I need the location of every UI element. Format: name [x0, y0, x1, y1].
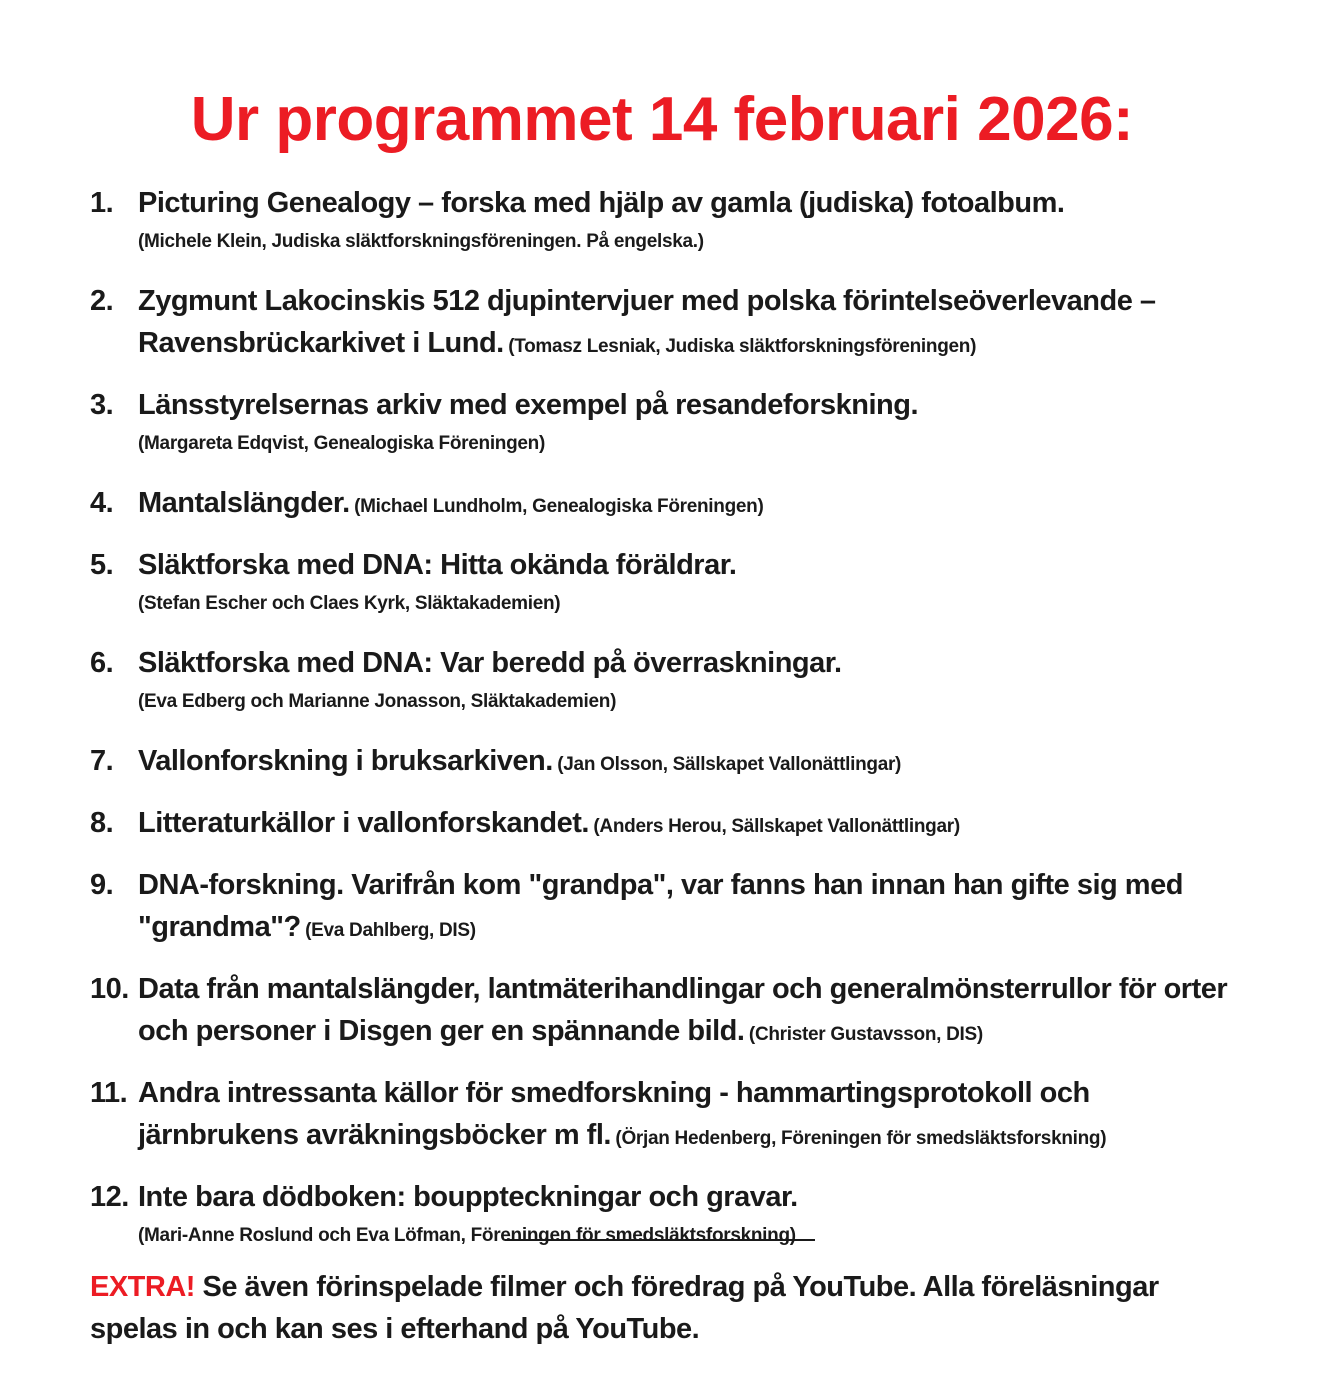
item-number: 4.	[90, 487, 114, 519]
extra-label: EXTRA!	[90, 1271, 195, 1303]
item-number: 3.	[90, 389, 114, 421]
item-title: Zygmunt Lakocinskis 512 djupintervjuer med polska förintelseöverlevande – Ravensbrückarkivet i Lund.	[138, 285, 1156, 359]
item-title: Inte bara dödboken: bouppteckningar och gravar.	[138, 1181, 798, 1213]
item-speaker: (Jan Olsson, Sällskapet Vallonättlingar)	[557, 754, 902, 775]
item-number: 1.	[90, 187, 114, 219]
program-item-3	[90, 384, 1250, 462]
program-item-2	[90, 280, 1250, 364]
item-number: 8.	[90, 807, 114, 839]
item-speaker: (Eva Edberg och Marianne Jonasson, Släktakademien)	[138, 691, 617, 712]
item-title: Mantalslängder.	[138, 487, 350, 519]
program-item-5	[90, 544, 1250, 622]
item-title: Släktforska med DNA: Hitta okända föräldrar.	[138, 549, 737, 581]
item-number: 6.	[90, 647, 114, 679]
item-number: 11.	[90, 1077, 128, 1109]
item-speaker: (Margareta Edqvist, Genealogiska Föreningen)	[138, 433, 546, 454]
item-title: Picturing Genealogy – forska med hjälp av gamla (judiska) fotoalbum.	[138, 187, 1065, 219]
item-speaker: (Örjan Hedenberg, Föreningen för smedsläktsforskning)	[615, 1128, 1107, 1149]
program-list	[90, 182, 1250, 1274]
item-number: 12.	[90, 1181, 129, 1213]
item-title: Släktforska med DNA: Var beredd på överraskningar.	[138, 647, 842, 679]
section-divider	[505, 1239, 815, 1241]
program-item-1	[90, 182, 1250, 260]
item-number: 9.	[90, 869, 114, 901]
item-title: Andra intressanta källor för smedforskning - hammartingsprotokoll och järnbrukens avräkningsböcker m fl.	[138, 1077, 1090, 1151]
program-item-12	[90, 1176, 1250, 1254]
extra-text: Se även förinspelade filmer och föredrag på YouTube. Alla föreläsningar spelas in och kan ses i efterhand på YouTube.	[90, 1271, 1159, 1345]
item-number: 2.	[90, 285, 114, 317]
item-speaker: (Eva Dahlberg, DIS)	[305, 920, 476, 941]
page-title: Ur programmet 14 februari 2026:	[190, 85, 1134, 154]
item-speaker: (Mari-Anne Roslund och Eva Löfman, Föreningen för smedsläktsforskning)	[138, 1225, 796, 1246]
item-speaker: (Christer Gustavsson, DIS)	[748, 1024, 983, 1045]
item-number: 7.	[90, 745, 114, 777]
program-item-7	[90, 740, 1250, 782]
item-number: 5.	[90, 549, 114, 581]
item-number: 10.	[90, 973, 129, 1005]
program-item-6	[90, 642, 1250, 720]
item-speaker: (Michael Lundholm, Genealogiska Föreningen)	[354, 496, 764, 517]
program-item-9	[90, 864, 1250, 948]
item-title: Länsstyrelsernas arkiv med exempel på resandeforskning.	[138, 389, 919, 421]
item-title: Data från mantalslängder, lantmäterihandlingar och generalmönsterrullor för orter och personer i Disgen ger en spännande bild.	[138, 973, 1228, 1047]
item-speaker: (Michele Klein, Judiska släktforskningsföreningen. På engelska.)	[138, 231, 704, 252]
item-speaker: (Stefan Escher och Claes Kyrk, Släktakademien)	[138, 593, 561, 614]
program-item-8	[90, 802, 1250, 844]
program-item-11	[90, 1072, 1250, 1156]
item-title: Vallonforskning i bruksarkiven.	[138, 745, 553, 777]
program-item-10	[90, 968, 1250, 1052]
item-speaker: (Tomasz Lesniak, Judiska släktforskningsföreningen)	[508, 336, 977, 357]
item-speaker: (Anders Herou, Sällskapet Vallonättlingar)	[593, 816, 960, 837]
item-title: Litteraturkällor i vallonforskandet.	[138, 807, 589, 839]
extra-note	[90, 1266, 1250, 1350]
program-item-4	[90, 482, 1250, 524]
item-title: DNA-forskning. Varifrån kom "grandpa", var fanns han innan han gifte sig med "grandma"?	[138, 869, 1183, 943]
